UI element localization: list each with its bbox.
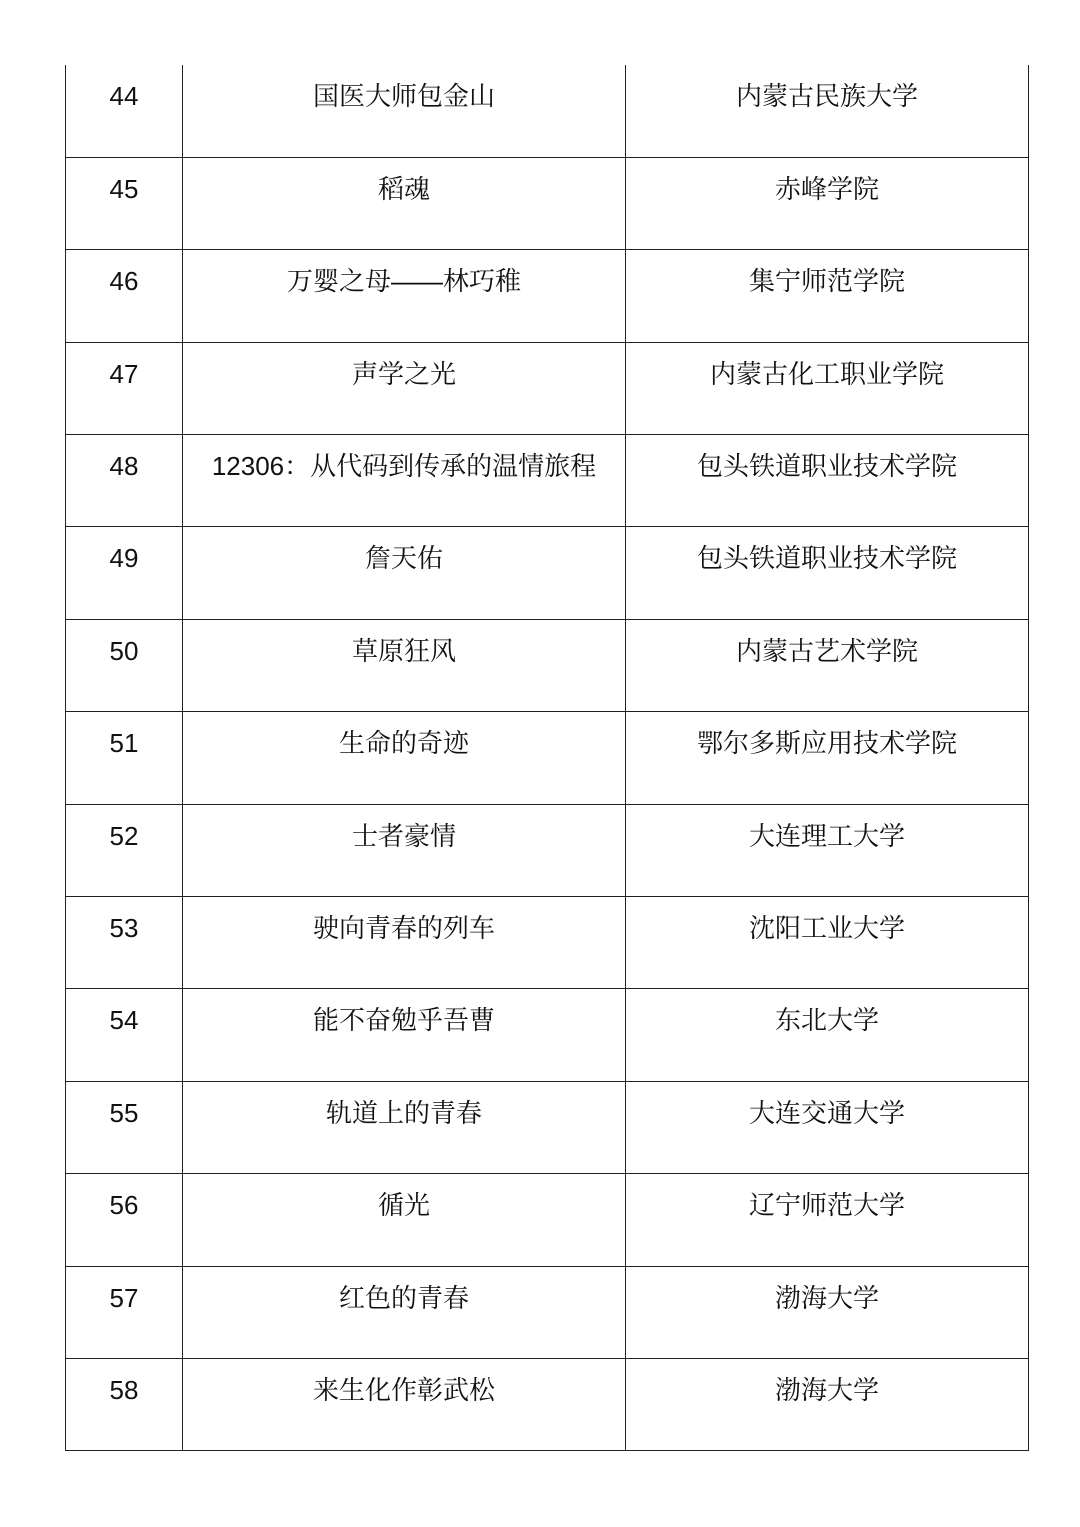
row-number: 51 — [66, 712, 183, 804]
work-title: 驶向青春的列车 — [183, 897, 626, 989]
row-number: 46 — [66, 250, 183, 342]
table-row — [66, 804, 1029, 896]
school-name: 渤海大学 — [626, 1358, 1029, 1450]
work-title: 万婴之母——林巧稚 — [183, 250, 626, 342]
school-name: 内蒙古化工职业学院 — [626, 342, 1029, 434]
work-title: 来生化作彰武松 — [183, 1358, 626, 1450]
table-row — [66, 435, 1029, 527]
school-name: 渤海大学 — [626, 1266, 1029, 1358]
work-title: 草原狂风 — [183, 619, 626, 711]
work-title: 红色的青春 — [183, 1266, 626, 1358]
row-number: 57 — [66, 1266, 183, 1358]
work-title: 能不奋勉乎吾曹 — [183, 989, 626, 1081]
school-name: 内蒙古民族大学 — [626, 65, 1029, 157]
row-number: 58 — [66, 1358, 183, 1450]
row-number: 56 — [66, 1174, 183, 1266]
work-title: 循光 — [183, 1174, 626, 1266]
work-title: 12306：从代码到传承的温情旅程 — [183, 435, 626, 527]
table-row — [66, 1174, 1029, 1266]
work-title: 稻魂 — [183, 157, 626, 249]
school-name: 包头铁道职业技术学院 — [626, 527, 1029, 619]
school-name: 大连理工大学 — [626, 804, 1029, 896]
work-title: 詹天佑 — [183, 527, 626, 619]
results-table — [65, 65, 1029, 1451]
table-row — [66, 1358, 1029, 1450]
table-row — [66, 250, 1029, 342]
school-name: 内蒙古艺术学院 — [626, 619, 1029, 711]
row-number: 49 — [66, 527, 183, 619]
school-name: 集宁师范学院 — [626, 250, 1029, 342]
work-title: 生命的奇迹 — [183, 712, 626, 804]
row-number: 48 — [66, 435, 183, 527]
table-row — [66, 342, 1029, 434]
row-number: 52 — [66, 804, 183, 896]
table-row — [66, 1266, 1029, 1358]
row-number: 50 — [66, 619, 183, 711]
table-row — [66, 527, 1029, 619]
row-number: 53 — [66, 897, 183, 989]
table-row — [66, 1081, 1029, 1173]
school-name: 东北大学 — [626, 989, 1029, 1081]
row-number: 45 — [66, 157, 183, 249]
row-number: 55 — [66, 1081, 183, 1173]
table-row — [66, 712, 1029, 804]
school-name: 辽宁师范大学 — [626, 1174, 1029, 1266]
school-name: 沈阳工业大学 — [626, 897, 1029, 989]
work-title: 轨道上的青春 — [183, 1081, 626, 1173]
table-body — [66, 65, 1029, 1451]
school-name: 赤峰学院 — [626, 157, 1029, 249]
school-name: 鄂尔多斯应用技术学院 — [626, 712, 1029, 804]
row-number: 47 — [66, 342, 183, 434]
work-title: 声学之光 — [183, 342, 626, 434]
row-number: 54 — [66, 989, 183, 1081]
table-row — [66, 157, 1029, 249]
table-row — [66, 897, 1029, 989]
row-number: 44 — [66, 65, 183, 157]
school-name: 包头铁道职业技术学院 — [626, 435, 1029, 527]
table-row — [66, 619, 1029, 711]
work-title: 国医大师包金山 — [183, 65, 626, 157]
table-row — [66, 65, 1029, 157]
table-row — [66, 989, 1029, 1081]
school-name: 大连交通大学 — [626, 1081, 1029, 1173]
work-title: 士者豪情 — [183, 804, 626, 896]
